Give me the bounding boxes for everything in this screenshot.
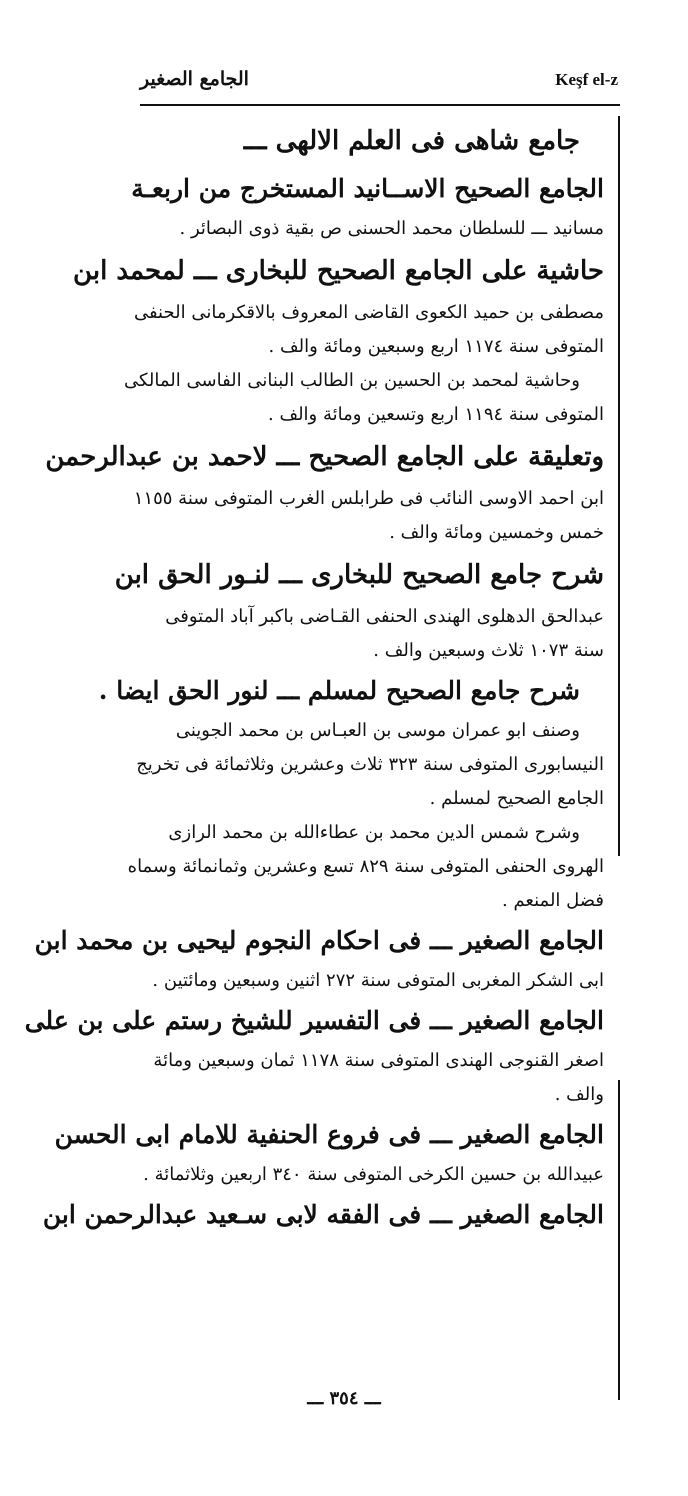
text-line: عبدالحق الدهلوى الهندى الحنفى القـاضى باكبر آباد المتوفى [165,606,604,627]
text-line: اصغر القنوجى الهندى المتوفى سنة ١١٧٨ ثمان وسبعين ومائة [153,1050,604,1071]
text-line: فضل المنعم . [502,890,604,911]
header-rule [140,104,620,106]
text-line: سنة ١٠٧٣ ثلاث وسبعين والف . [373,640,604,661]
text-line: مسانيد ـــ للسلطان محمد الحسنى ص بقية ذوى البصائر . [179,218,604,239]
entry-heading-line: حاشية على الجامع الصحيح للبخارى ـــ لمحمد ابن [73,256,604,286]
entry-heading-line: شرح جامع الصحيح للبخارى ـــ لنـور الحق ابن [114,560,604,590]
text-line: الهروى الحنفى المتوفى سنة ٨٢٩ تسع وعشرين وثمانمائة وسماه [127,856,604,877]
text-line: ابن احمد الاوسى النائب فى طرابلس الغرب المتوفى سنة ١١٥٥ [133,488,604,509]
text-line: وحاشية لمحمد بن الحسين بن الطالب البنانى الفاسى المالكى [123,370,580,391]
text-line: النيسابورى المتوفى سنة ٣٢٣ ثلاث وعشرين وثلاثمائة فى تخريج [136,754,604,775]
margin-rule-lower [618,1080,620,1400]
text-line: عبيدالله بن حسين الكرخى المتوفى سنة ٣٤٠ اربعين وثلاثمائة . [143,1164,604,1185]
entry-heading-line: الجامع الصغير ـــ فى الفقه لابى سـعيد عبدالرحمن ابن [42,1200,604,1229]
text-line: المتوفى سنة ١١٧٤ اربع وسبعين ومائة والف . [268,336,604,357]
text-line: والف . [554,1084,604,1105]
entry-heading-line: الجامع الصغير ـــ فى احكام النجوم ليحيى بن محمد ابن [34,926,604,955]
running-head-arabic: الجامع الصغير [140,68,249,90]
margin-rule-upper [618,116,620,856]
text-line: المتوفى سنة ١١٩٤ اربع وتسعين ومائة والف . [268,404,604,425]
running-head-latin: Keşf el-z [555,70,618,89]
text-line: ابى الشكر المغربى المتوفى سنة ٢٧٢ اثنين وسبعين ومائتين . [152,970,604,991]
page-header [140,60,618,100]
page-number: ـــ ٣٥٤ ـــ [307,1388,381,1409]
entry-heading-line: الجامع الصغير ـــ فى التفسير للشيخ رستم على بن على [24,1006,604,1035]
text-line: وشرح شمس الدين محمد بن عطاءالله بن محمد الرازى [168,822,580,843]
text-line: مصطفى بن حميد الكعوى القاضى المعروف بالاقكرمانى الحنفى [133,302,604,323]
entry-heading-line: الجامع الصغير ـــ فى فروع الحنفية للامام ابى الحسن [54,1120,604,1149]
text-line: الجامع الصحيح لمسلم . [429,788,604,809]
body-text [24,116,604,1396]
entry-heading-line: جامع شاهى فى العلم الالهى ـــ [243,126,580,156]
text-line: خمس وخمسين ومائة والف . [389,522,604,543]
entry-heading-line: الجامع الصحيح الاســانيد المستخرج من اربعـة [131,174,604,203]
text-line: وصنف ابو عمران موسى بن العبـاس بن محمد الجوينى [175,720,580,741]
entry-heading-line: شرح جامع الصحيح لمسلم ـــ لنور الحق ايضا . [98,676,580,705]
entry-heading-line: وتعليقة على الجامع الصحيح ـــ لاحمد بن عبدالرحمن [45,442,604,472]
